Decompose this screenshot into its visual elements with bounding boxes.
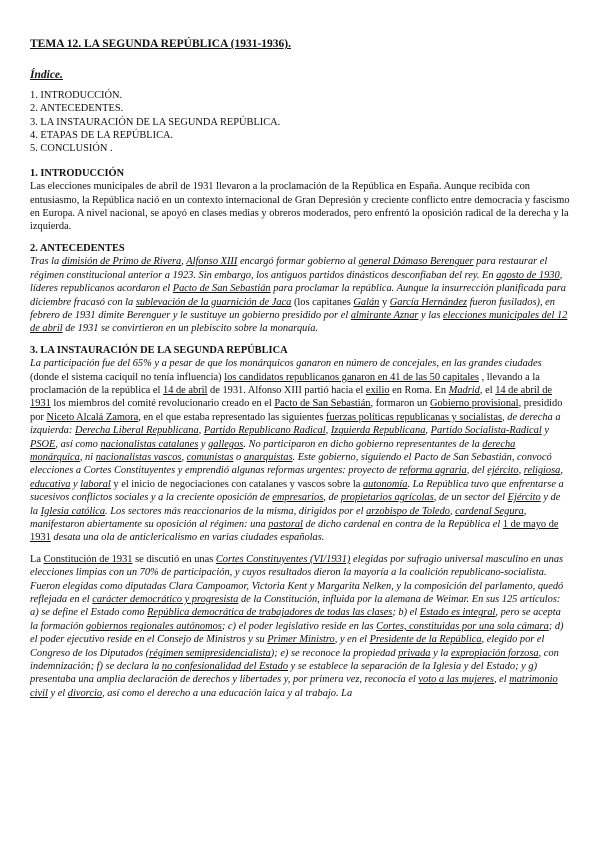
- underlined-term: expropiación forzosa: [450, 647, 539, 659]
- underlined-term: propietarios agrícolas: [340, 492, 434, 504]
- section-heading: 1. INTRODUCCIÓN: [30, 167, 125, 179]
- underlined-term: elecciones municipales del 12 de abril: [30, 309, 568, 335]
- underlined-term: general Dámaso Berenguer: [358, 256, 474, 268]
- text-run: ,: [181, 256, 187, 268]
- toc-item: 1. INTRODUCCIÓN.: [30, 89, 123, 101]
- underlined-term: educativa: [30, 478, 71, 490]
- text-run: (los capitanes: [291, 296, 354, 308]
- text-run: ); e) se reconoce la propiedad: [270, 647, 399, 659]
- text-run: ; d) el poder ejecutivo reside en el Consejo de Ministros y su: [30, 620, 564, 646]
- underlined-term: PSOE: [30, 438, 56, 450]
- section-paragraph: [30, 357, 570, 545]
- text-run: fueron fusilados), en febrero de 1931 dimite Berenguer y le sustituye un gobierno presidido por el: [30, 296, 555, 321]
- text-run: de 1931. Alfonso XIII partió hacia el: [207, 384, 366, 396]
- text-run: elegidas por sufragio universal masculino en unas elecciones limpias con un 70% de participación, y cuyos resultados dieron la mayoría a la coalición republicano-socialista. Fueron elegidas como diputadas Clara Campoamor, Victoria Kent y Margarita Nelken, y la composición del parlamento, quedó reflejada en el: [30, 553, 564, 606]
- text-run: Las elecciones municipales de abril de 1931 llevaron a la proclamación de la República en España. Aunque recibida con entusiasmo, la República nació en un contexto internacional de Gran Depresión y creciente conflicto entre democracia y fascismo en Europa. A nivel nacional, se apoyó en clases medias y obreros moderados, pero enfrentó la oposición radical de la derecha y la izquierda.: [30, 181, 570, 233]
- underlined-term: gallegos: [208, 438, 244, 450]
- text-run: y: [198, 438, 209, 450]
- text-run: . No participaron en dicho gobierno representantes de la: [243, 438, 483, 450]
- text-run: , llevando a la proclamación de la república el: [30, 371, 540, 396]
- underlined-term: 1 de mayo de 1931: [30, 519, 559, 544]
- text-run: ,: [449, 505, 456, 517]
- index-heading: Índice.: [30, 69, 63, 82]
- underlined-term: carácter democrático y progresista: [92, 594, 239, 606]
- underlined-term: empresarios: [272, 492, 324, 504]
- underlined-term: Derecha Liberal Republicana: [74, 425, 199, 437]
- underlined-term: 14 de abril: [163, 384, 208, 396]
- underlined-term: nacionalistas catalanes: [100, 438, 199, 450]
- underlined-term: agosto de 1930: [496, 269, 560, 281]
- underlined-term: Ejército: [507, 492, 541, 504]
- underlined-term: Estado es integral: [419, 607, 496, 619]
- table-of-contents: [30, 89, 570, 156]
- text-run: y de la: [30, 492, 561, 517]
- text-run: , del: [466, 465, 488, 477]
- underlined-term: Cortes Constituyentes (VI/1931): [215, 553, 351, 565]
- underlined-term: cardenal Segura: [455, 505, 524, 517]
- text-run: y las: [418, 309, 443, 321]
- text-run: o: [233, 451, 244, 463]
- text-run: , de: [323, 492, 341, 504]
- underlined-term: divorcio: [67, 687, 103, 699]
- underlined-term: dimisión de Primo de Rivera: [61, 256, 182, 268]
- toc-item: 4. ETAPAS DE LA REPÚBLICA.: [30, 130, 174, 142]
- underlined-term: Constitución de 1931: [43, 553, 133, 565]
- text-run: . Los sectores más reaccionarios de la misma, dirigidos por el: [105, 505, 367, 517]
- text-run: , en el que estaba representado las siguientes: [138, 411, 327, 423]
- text-run: La participación fue del 65% y a pesar de que los monárquicos ganaron en número de concejales, en las grandes ciudades: [30, 358, 542, 370]
- underlined-term: Niceto Alcalá Zamora: [46, 411, 139, 423]
- underlined-term: anarquistas: [243, 451, 293, 463]
- underlined-term: Partido Socialista-Radical: [430, 425, 542, 437]
- text-run: de dicho cardenal en contra de la República el: [302, 519, 503, 530]
- text-run: y: [541, 425, 549, 437]
- text-run: . La República tuvo que enfrentarse a sucesivos conflictos sociales y a la creciente oposición de: [30, 478, 564, 504]
- text-run: y el: [47, 687, 68, 699]
- underlined-term: Primer Ministro: [267, 634, 335, 646]
- underlined-term: 14 de abril de 1931: [30, 384, 553, 410]
- underlined-term: Pacto de San Sebastián: [274, 398, 371, 410]
- underlined-term: República democrática de trabajadores de todas las clases: [147, 607, 393, 619]
- text-run: , ni: [79, 451, 96, 463]
- text-run: . Este gobierno, siguiendo el Pacto de San Sebastián, convocó elecciones a Cortes Constituyentes y emprendió algunas reformas urgentes: proyecto de: [30, 451, 552, 477]
- underlined-term: régimen semipresidencialista: [149, 647, 271, 659]
- text-run: y: [379, 296, 390, 308]
- toc-item: 3. LA INSTAURACIÓN DE LA SEGUNDA REPÚBLICA.: [30, 116, 281, 128]
- underlined-term: privada: [398, 647, 431, 659]
- underlined-term: fuerzas políticas republicanas y socialistas: [326, 411, 503, 423]
- underlined-term: derecha monárquica: [30, 438, 516, 463]
- text-run: en Roma. En: [389, 384, 449, 396]
- text-run: , pero se acepta la formación: [30, 607, 561, 632]
- underlined-term: Izquierda Republicana: [330, 425, 426, 437]
- text-run: para restaurar el régimen constitucional anterior a 1923. Sin embargo, los antiguos partidos dinásticos desconfiaban del rey. En: [30, 256, 548, 281]
- underlined-term: autonomía: [362, 478, 408, 490]
- underlined-term: sublevación de la guarnición de Jaca: [135, 296, 292, 308]
- text-run: ; c) el poder legislativo reside en las: [221, 620, 377, 632]
- underlined-term: Alfonso XIII: [186, 256, 238, 268]
- underlined-term: Galán: [353, 296, 380, 308]
- section-heading: 2. ANTECEDENTES: [30, 242, 125, 254]
- text-run: , el: [493, 674, 510, 686]
- text-run: de la Constitución, influida por la alemana de Weimar. En sus 125 artículos:: [238, 594, 561, 606]
- text-run: encargó formar gobierno al: [237, 256, 359, 268]
- section-instauracion: [30, 344, 570, 701]
- section-paragraph: [30, 180, 570, 234]
- underlined-term: gobiernos regionales autónomos: [86, 620, 222, 632]
- underlined-term: reforma agraria: [399, 465, 467, 477]
- text-run: Tras la: [30, 256, 62, 268]
- underlined-term: no confesionalidad del Estado: [161, 661, 289, 673]
- text-run: ,: [181, 451, 187, 463]
- text-run: , presidido por: [30, 398, 563, 423]
- underlined-term: Cortes, constituidas por una sola cámara: [376, 620, 549, 632]
- text-run: , líderes republicanos acordaron el: [30, 269, 563, 295]
- text-run: ,: [518, 465, 524, 477]
- underlined-term: voto a las mujeres: [418, 674, 494, 686]
- section-antecedentes: [30, 242, 570, 336]
- text-run: se discutió en unas: [132, 553, 216, 565]
- text-run: ,: [325, 425, 331, 437]
- text-run: de 1931 se convirtieron en un plebiscito sobre la monarquía.: [62, 323, 319, 335]
- document-title: TEMA 12. LA SEGUNDA REPÚBLICA (1931-1936).: [30, 38, 292, 50]
- underlined-term: Gobierno provisional: [429, 398, 519, 410]
- text-run: , el: [479, 384, 496, 396]
- text-run: y: [70, 478, 81, 490]
- text-run: , y en el: [334, 634, 370, 646]
- underlined-term: arzobispo de Toledo: [366, 505, 450, 517]
- text-run: , de derecha a izquierda:: [30, 411, 561, 437]
- section-introduccion: [30, 167, 570, 234]
- text-run: , elegido por el Congreso de los Diputados (: [30, 634, 545, 659]
- underlined-term: Presidente de la República: [369, 634, 482, 646]
- underlined-term: nacionalistas vascos: [95, 451, 182, 463]
- section-paragraph: [30, 553, 570, 700]
- text-run: , formaron un: [370, 398, 430, 410]
- underlined-term: García Hernández: [389, 296, 468, 308]
- toc-item: 5. CONCLUSIÓN .: [30, 143, 113, 155]
- underlined-term: Iglesia católica: [40, 505, 106, 517]
- section-heading: 3. LA INSTAURACIÓN DE LA SEGUNDA REPÚBLICA: [30, 344, 288, 356]
- text-run: a) se define el Estado como: [30, 607, 148, 619]
- text-run: La: [30, 553, 44, 565]
- text-run: ,: [425, 425, 431, 437]
- underlined-term: matrimonio civil: [30, 674, 558, 699]
- toc-item: 2. ANTECEDENTES.: [30, 103, 124, 115]
- text-run: los miembros del comité revolucionario creado en el: [50, 398, 275, 410]
- underlined-term: religiosa: [523, 465, 561, 477]
- text-run: desata una ola de anticlericalismo en varias ciudades españolas.: [50, 532, 325, 544]
- text-run: ,: [198, 425, 204, 437]
- text-run: , de un sector del: [433, 492, 508, 504]
- underlined-term: pastoral: [268, 519, 303, 530]
- text-run: y la: [430, 647, 451, 659]
- text-run: , así como el derecho a una educación laica y al trabajo. La: [102, 687, 353, 699]
- text-run: , así como: [55, 438, 101, 450]
- text-run: (donde el sistema caciquil no tenía influencia): [30, 371, 225, 383]
- text-run: , manifestaron abiertamente su oposición al régimen: una: [30, 505, 527, 530]
- text-run: , con indemnización; f) se declara la: [30, 647, 559, 673]
- underlined-term: comunistas: [186, 451, 234, 463]
- text-run: para proclamar la república. Aunque la insurrección planificada para diciembre fracasó con la: [30, 283, 566, 308]
- text-run: y el inicio de negociaciones con catalanes y vascos sobre la: [110, 478, 363, 490]
- text-run: ,: [560, 465, 563, 477]
- underlined-term: ejército: [487, 465, 519, 477]
- underlined-term: Partido Republicano Radical: [203, 425, 326, 437]
- underlined-term: exilio: [365, 384, 390, 396]
- text-run: y se establece la separación de la Iglesia y del Estado; y g) presentaba una amplia declaración de derechos y libertades y, por primera vez, reconocía el: [30, 661, 538, 686]
- underlined-term: los candidatos republicanos ganaron en 41 de las 50 capitales: [224, 371, 479, 383]
- underlined-term: Pacto de San Sebastián: [172, 283, 271, 295]
- underlined-term: almirante Aznar: [350, 309, 419, 321]
- section-paragraph: [30, 255, 570, 335]
- underlined-term: laboral: [80, 478, 111, 490]
- underlined-term: Madrid: [448, 384, 480, 396]
- text-run: ; b) el: [392, 607, 420, 619]
